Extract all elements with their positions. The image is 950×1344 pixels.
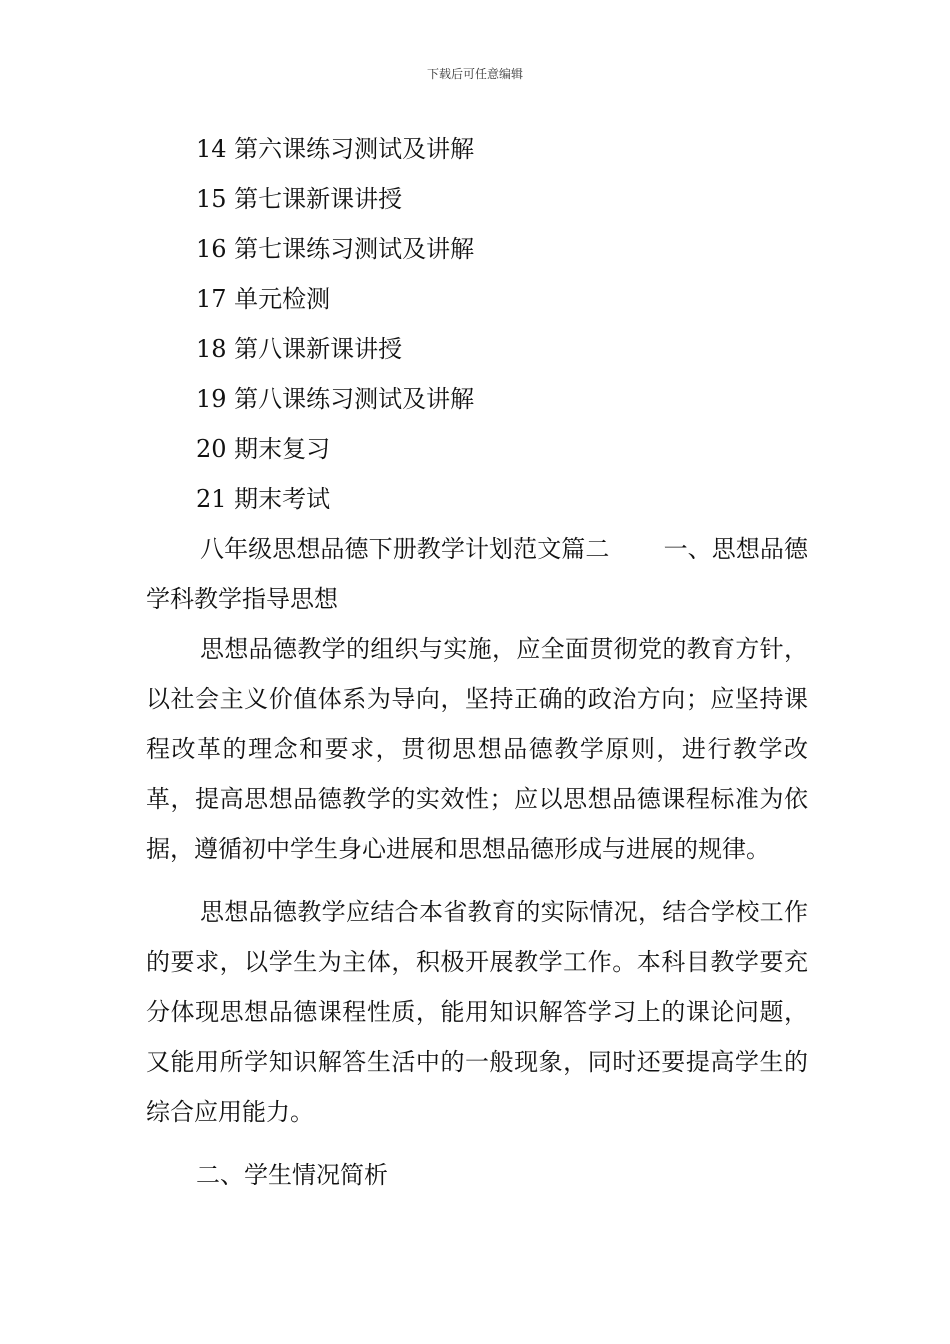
section-heading: [146, 524, 808, 624]
schedule-item-17: 17 单元检测: [196, 285, 331, 313]
section-title: 八年级思想品德下册教学计划范文篇二: [200, 535, 610, 563]
schedule-item-20: 20 期末复习: [196, 435, 331, 463]
schedule-item-14: 14 第六课练习测试及讲解: [196, 135, 475, 163]
document-body: [146, 524, 808, 1200]
page-header-note: 下载后可任意编辑: [426, 67, 523, 81]
paragraph-teaching-practice: 思想品德教学应结合本省教育的实际情况，结合学校工作的要求，以学生为主体，积极开展教学工作。本科目教学要充分体现思想品德课程性质，能用知识解答学习上的课论问题，又能用所学知识解答生活中的一般现象，同时还要提高学生的综合应用能力。: [146, 898, 808, 1126]
schedule-item-16: 16 第七课练习测试及讲解: [196, 235, 475, 263]
schedule-list: [196, 124, 474, 524]
paragraph-guiding-principle: 思想品德教学的组织与实施，应全面贯彻党的教育方针，以社会主义价值体系为导向，坚持正确的政治方向；应坚持课程改革的理念和要求，贯彻思想品德教学原则，进行教学改革，提高思想品德教学的实效性；应以思想品德课程标准为依据，遵循初中学生身心进展和思想品德形成与进展的规律。: [146, 635, 808, 863]
section-subtitle: 一、思想品德学科教学指导思想: [146, 535, 809, 613]
schedule-item-15: 15 第七课新课讲授: [196, 185, 403, 213]
schedule-item-21: 21 期末考试: [196, 485, 331, 513]
next-section-heading: 二、学生情况简析: [196, 1161, 388, 1189]
schedule-item-18: 18 第八课新课讲授: [196, 335, 403, 363]
schedule-item-19: 19 第八课练习测试及讲解: [196, 385, 475, 413]
